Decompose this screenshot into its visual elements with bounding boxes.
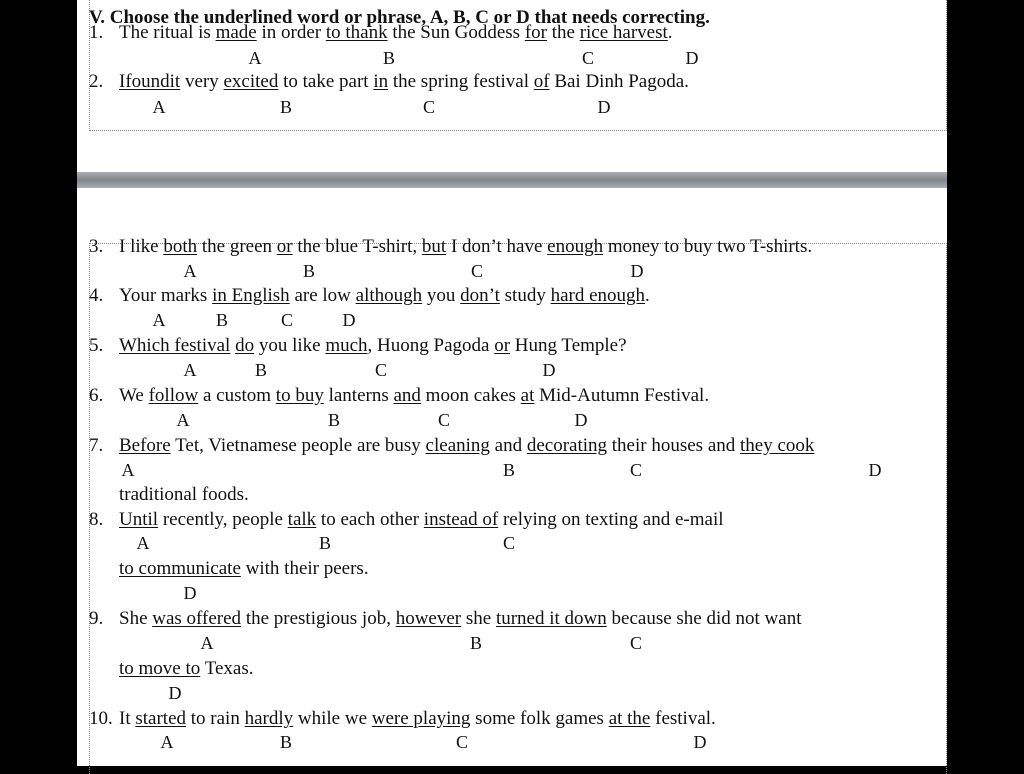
underlined-phrase: to move to bbox=[119, 658, 201, 679]
question-text: very bbox=[180, 71, 224, 92]
underlined-phrase: to buy bbox=[275, 385, 324, 406]
answer-label-a: A bbox=[121, 460, 135, 480]
underlined-phrase: made bbox=[215, 22, 257, 43]
question-text: you bbox=[422, 285, 461, 306]
underlined-phrase: to communicate bbox=[119, 558, 241, 579]
answer-label-a: A bbox=[248, 48, 262, 68]
answer-label-c: C bbox=[455, 732, 469, 752]
answer-label-a: A bbox=[183, 261, 197, 281]
question-text: Bai Dinh Pagoda. bbox=[549, 71, 689, 92]
underlined-phrase: excited bbox=[223, 71, 279, 92]
question-line bbox=[89, 285, 650, 307]
answer-label-b: B bbox=[327, 410, 341, 430]
answer-label-b: B bbox=[215, 310, 229, 330]
underlined-phrase: in bbox=[373, 71, 389, 92]
question-number: 5. bbox=[89, 335, 104, 356]
underlined-phrase: started bbox=[135, 708, 187, 729]
underlined-phrase: for bbox=[524, 22, 547, 43]
answer-label-d: D bbox=[342, 310, 356, 330]
answer-label-c: C bbox=[422, 97, 436, 117]
question-number: 7. bbox=[89, 435, 104, 456]
question-text: I don’t have bbox=[446, 236, 548, 257]
answer-label-a: A bbox=[152, 97, 166, 117]
answer-label-c: C bbox=[502, 533, 516, 553]
question-text: Hung Temple? bbox=[510, 335, 627, 356]
question-number: 8. bbox=[89, 509, 104, 530]
answer-label-d: D bbox=[183, 583, 197, 603]
answer-label-c: C bbox=[374, 360, 388, 380]
question-number: 3. bbox=[89, 236, 104, 257]
answer-label-a: A bbox=[176, 410, 190, 430]
underlined-phrase: but bbox=[421, 236, 447, 257]
question-text: moon cakes bbox=[420, 385, 521, 406]
answer-label-c: C bbox=[470, 261, 484, 281]
answer-label-c: C bbox=[280, 310, 294, 330]
underlined-phrase: at the bbox=[608, 708, 651, 729]
question-text: she bbox=[461, 608, 496, 629]
underlined-phrase: to thank bbox=[325, 22, 388, 43]
question-line bbox=[89, 558, 369, 580]
question-line bbox=[89, 385, 709, 407]
answer-label-a: A bbox=[200, 633, 214, 653]
answer-label-c: C bbox=[629, 633, 643, 653]
answer-label-b: B bbox=[318, 533, 332, 553]
question-number: 1. bbox=[89, 22, 104, 43]
underlined-phrase: or bbox=[494, 335, 511, 356]
question-line bbox=[89, 435, 814, 457]
question-text: Texas. bbox=[200, 658, 254, 679]
underlined-phrase: were playing bbox=[371, 708, 471, 729]
document-page bbox=[77, 0, 947, 766]
answer-label-d: D bbox=[542, 360, 556, 380]
question-text: . bbox=[667, 22, 673, 43]
question-text: lanterns bbox=[323, 385, 394, 406]
answer-label-b: B bbox=[254, 360, 268, 380]
question-text: because she did not want bbox=[606, 608, 802, 629]
page-break-bar bbox=[77, 172, 947, 188]
answer-label-d: D bbox=[693, 732, 707, 752]
answer-label-d: D bbox=[868, 460, 882, 480]
answer-label-a: A bbox=[183, 360, 197, 380]
underlined-phrase: decorating bbox=[526, 435, 608, 456]
underlined-phrase: hard enough bbox=[550, 285, 646, 306]
question-text: It bbox=[119, 708, 136, 729]
question-text: the Sun Goddess bbox=[387, 22, 525, 43]
underlined-phrase: follow bbox=[148, 385, 199, 406]
answer-label-c: C bbox=[629, 460, 643, 480]
underlined-phrase: don’t bbox=[460, 285, 500, 306]
question-text: to take part bbox=[278, 71, 374, 92]
question-text: to rain bbox=[186, 708, 245, 729]
underlined-phrase: rice harvest bbox=[579, 22, 668, 43]
underlined-phrase: at bbox=[520, 385, 535, 406]
question-line bbox=[89, 335, 627, 357]
underlined-phrase: and bbox=[393, 385, 421, 406]
question-text: the bbox=[546, 22, 580, 43]
question-line bbox=[89, 484, 249, 506]
question-text: Tet, Vietnamese people are busy bbox=[170, 435, 426, 456]
answer-label-d: D bbox=[168, 683, 182, 703]
underlined-phrase: Ifoundit bbox=[119, 71, 181, 92]
question-text: Mid-Autumn Festival. bbox=[534, 385, 710, 406]
question-text: She bbox=[119, 608, 153, 629]
underlined-phrase: of bbox=[533, 71, 550, 92]
question-text: traditional foods. bbox=[119, 484, 249, 505]
question-line bbox=[89, 71, 689, 93]
underlined-phrase: much bbox=[325, 335, 368, 356]
answer-label-c: C bbox=[437, 410, 451, 430]
answer-label-b: B bbox=[382, 48, 396, 68]
question-text: We bbox=[119, 385, 149, 406]
question-text: recently, people bbox=[158, 509, 288, 530]
answer-label-b: B bbox=[302, 261, 316, 281]
question-text: Your marks bbox=[119, 285, 213, 306]
underlined-phrase: do bbox=[235, 335, 255, 356]
section-heading: V. Choose the underlined word or phrase, A, B, C or D that needs correcting. bbox=[89, 7, 710, 28]
question-number: 2. bbox=[89, 71, 104, 92]
underlined-phrase: hardly bbox=[244, 708, 294, 729]
question-text: you like bbox=[254, 335, 326, 356]
question-number: 10. bbox=[89, 708, 113, 729]
answer-label-d: D bbox=[685, 48, 699, 68]
question-number: 9. bbox=[89, 608, 104, 629]
question-line bbox=[89, 509, 724, 531]
question-text: the blue T-shirt, bbox=[292, 236, 422, 257]
question-text: the prestigious job, bbox=[241, 608, 396, 629]
question-text: relying on texting and e-mail bbox=[498, 509, 724, 530]
underlined-phrase: although bbox=[355, 285, 423, 306]
answer-label-b: B bbox=[469, 633, 483, 653]
question-text: a custom bbox=[198, 385, 276, 406]
answer-label-c: C bbox=[581, 48, 595, 68]
underlined-phrase: talk bbox=[287, 509, 317, 530]
question-text: the spring festival bbox=[388, 71, 534, 92]
question-text: money to buy two T-shirts. bbox=[603, 236, 813, 257]
underlined-phrase: Until bbox=[119, 509, 159, 530]
question-line bbox=[89, 236, 812, 258]
question-text: the green bbox=[197, 236, 277, 257]
underlined-phrase: in English bbox=[212, 285, 290, 306]
question-text: The ritual is bbox=[119, 22, 216, 43]
question-text: some folk games bbox=[470, 708, 609, 729]
question-line bbox=[89, 708, 716, 730]
underlined-phrase: was offered bbox=[152, 608, 242, 629]
answer-label-b: B bbox=[279, 732, 293, 752]
question-text: with their peers. bbox=[240, 558, 369, 579]
question-text: are low bbox=[289, 285, 356, 306]
question-line bbox=[89, 608, 801, 630]
underlined-phrase: enough bbox=[547, 236, 604, 257]
question-text: , Huong Pagoda bbox=[367, 335, 495, 356]
underlined-phrase: cleaning bbox=[425, 435, 490, 456]
answer-label-a: A bbox=[136, 533, 150, 553]
question-line bbox=[89, 658, 253, 680]
answer-label-b: B bbox=[279, 97, 293, 117]
question-text: while we bbox=[293, 708, 372, 729]
underlined-phrase: turned it down bbox=[495, 608, 607, 629]
underlined-phrase: both bbox=[163, 236, 198, 257]
question-text: I like bbox=[119, 236, 164, 257]
question-text: in order bbox=[256, 22, 326, 43]
underlined-phrase: or bbox=[276, 236, 293, 257]
answer-label-d: D bbox=[574, 410, 588, 430]
underlined-phrase: instead of bbox=[423, 509, 499, 530]
underlined-phrase: Before bbox=[119, 435, 171, 456]
question-text: . bbox=[645, 285, 650, 306]
answer-label-d: D bbox=[630, 261, 644, 281]
answer-label-d: D bbox=[597, 97, 611, 117]
answer-label-b: B bbox=[502, 460, 516, 480]
question-text: festival. bbox=[650, 708, 716, 729]
question-text: their houses and bbox=[607, 435, 741, 456]
underlined-phrase: however bbox=[395, 608, 462, 629]
question-line bbox=[89, 22, 673, 44]
answer-label-a: A bbox=[152, 310, 166, 330]
question-text: study bbox=[499, 285, 551, 306]
underlined-phrase: they cook bbox=[740, 435, 815, 456]
answer-label-a: A bbox=[160, 732, 174, 752]
underlined-phrase: Which festival bbox=[119, 335, 231, 356]
question-number: 6. bbox=[89, 385, 104, 406]
question-text: to each other bbox=[316, 509, 424, 530]
question-number: 4. bbox=[89, 285, 104, 306]
question-text: and bbox=[489, 435, 527, 456]
